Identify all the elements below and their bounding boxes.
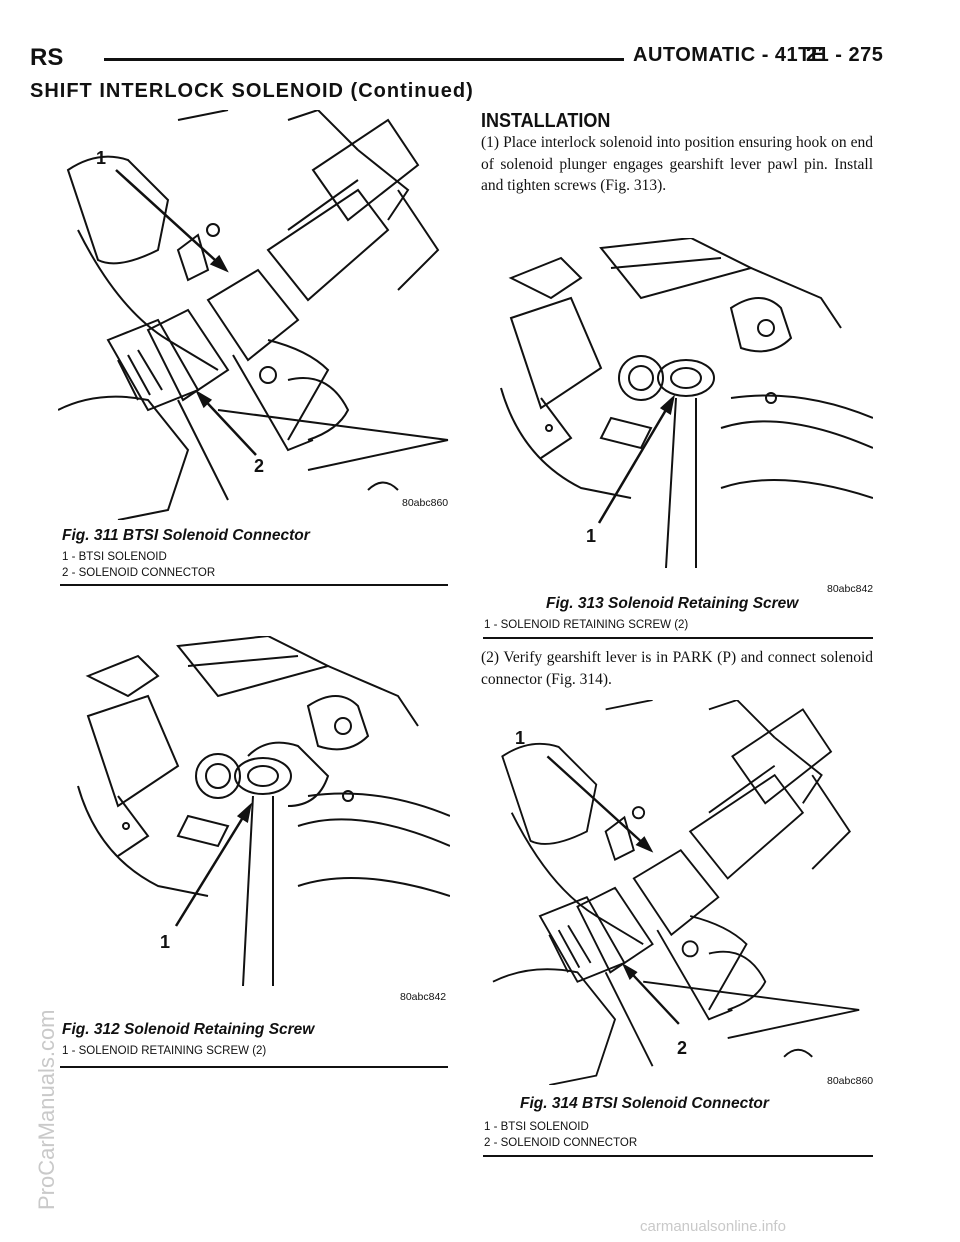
fig314-leader-1 <box>481 700 873 1085</box>
installation-heading: INSTALLATION <box>481 110 611 132</box>
fig313-legend-1: 1 - SOLENOID RETAINING SCREW (2) <box>484 619 689 631</box>
fig312-legend-1: 1 - SOLENOID RETAINING SCREW (2) <box>62 1045 267 1057</box>
fig311-rule <box>60 584 448 586</box>
fig313-callout-1: 1 <box>586 526 597 546</box>
fig313-code: 80abc842 <box>827 583 874 595</box>
fig313-caption: Fig. 313 Solenoid Retaining Screw <box>546 595 799 612</box>
fig311-legend-1: 1 - BTSI SOLENOID <box>62 551 167 563</box>
header-rs: RS <box>30 44 64 71</box>
fig314-callout-2: 2 <box>677 1038 688 1058</box>
fig312-rule <box>60 1066 448 1068</box>
side-watermark: ProCarManuals.com <box>34 1009 59 1210</box>
fig314-legend-1: 1 - BTSI SOLENOID <box>484 1121 589 1133</box>
fig312-callout-1: 1 <box>160 932 171 952</box>
fig313-leader-1 <box>481 238 873 583</box>
fig311-callout-2: 2 <box>254 456 265 476</box>
fig311-code: 80abc860 <box>402 497 449 509</box>
fig314-legend-2: 2 - SOLENOID CONNECTOR <box>484 1137 638 1149</box>
page-number: 21 - 275 <box>806 44 884 66</box>
fig314-caption: Fig. 314 BTSI Solenoid Connector <box>520 1095 769 1112</box>
fig312-code: 80abc842 <box>400 991 447 1003</box>
header-rule <box>104 58 624 61</box>
fig314-rule <box>483 1155 873 1157</box>
fig311-legend-2: 2 - SOLENOID CONNECTOR <box>62 567 216 579</box>
installation-step-2: (2) Verify gearshift lever is in PARK (P) and connect solenoid connector (Fig. 314). <box>481 649 873 688</box>
fig311-callout-1: 1 <box>96 148 107 168</box>
installation-step-1: (1) Place interlock solenoid into position ensuring hook on end of solenoid plunger engages gearshift lever pawl pin. Install and tighten screws (Fig. 313). <box>481 134 873 194</box>
fig314-callout-1: 1 <box>515 728 526 748</box>
fig313-rule <box>483 637 873 639</box>
header-section: AUTOMATIC - 41TE <box>633 44 825 66</box>
section-title: SHIFT INTERLOCK SOLENOID (Continued) <box>30 80 474 102</box>
fig312-leader-1 <box>58 636 450 986</box>
footer-watermark: carmanualsonline.info <box>640 1218 786 1235</box>
fig311-caption: Fig. 311 BTSI Solenoid Connector <box>62 527 310 544</box>
fig312-caption: Fig. 312 Solenoid Retaining Screw <box>62 1021 315 1038</box>
fig314-code: 80abc860 <box>827 1075 874 1087</box>
